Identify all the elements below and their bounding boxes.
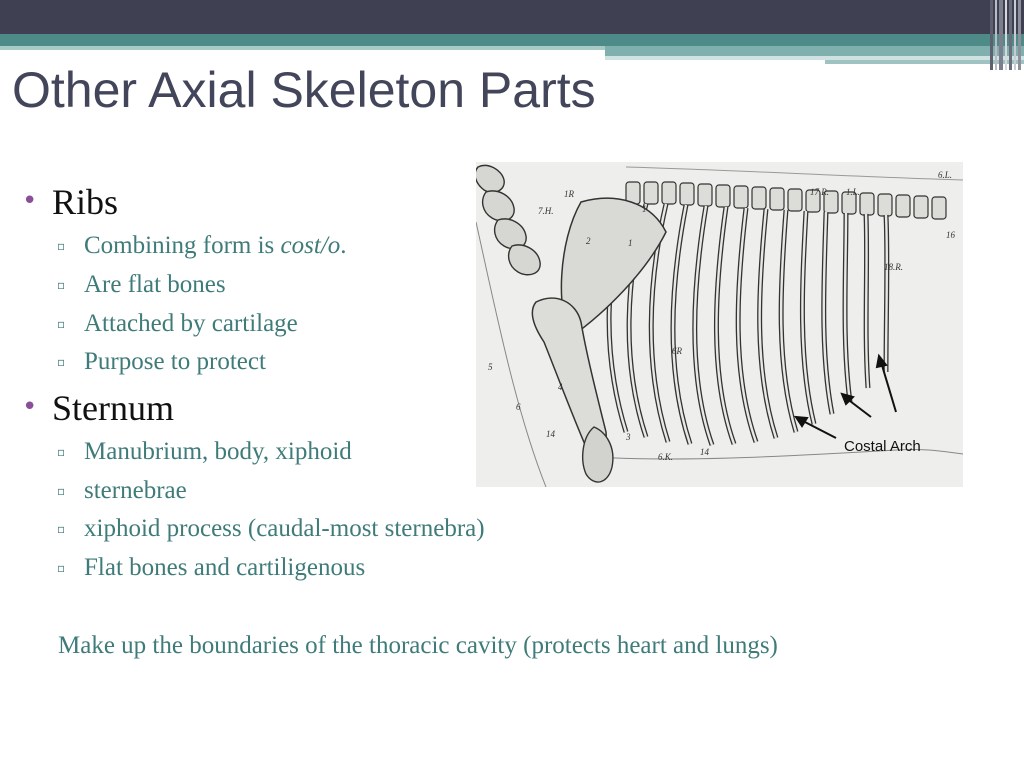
sub-bullet-text: Purpose to protect — [84, 348, 266, 375]
figure-label: 1.L. — [846, 187, 861, 197]
sub-bullet-text: sternebrae — [84, 477, 187, 504]
figure-label: 16 — [946, 230, 955, 240]
figure-label: 2 — [586, 236, 591, 246]
sub-bullet-text: Manubrium, body, xiphoid — [84, 438, 352, 465]
sub-bullet — [57, 438, 352, 465]
figure-label: 6R — [672, 346, 682, 356]
rib-cage-illustration — [476, 162, 963, 487]
sub-bullet-text-end: . — [340, 232, 347, 259]
sub-bullet-text: Flat bones and cartiligenous — [84, 554, 366, 581]
corner-stripes — [990, 0, 1024, 70]
sub-bullet-marker: ▫ — [57, 355, 66, 369]
bullet-ribs — [22, 182, 119, 222]
figure-label: 1 — [628, 238, 633, 248]
sub-bullet-marker: ▫ — [57, 561, 66, 575]
sub-bullet — [57, 348, 266, 375]
figure-label: 3 — [626, 432, 631, 442]
sub-bullet-marker: ▫ — [57, 278, 66, 292]
figure-label: 6.L. — [938, 170, 953, 180]
sub-bullet-marker: ▫ — [57, 522, 66, 536]
sub-bullet — [57, 477, 187, 504]
sub-bullet-text: xiphoid process (caudal-most sternebra) — [84, 515, 485, 542]
figure-label: 18.R. — [884, 262, 903, 272]
bullet-label: Sternum — [52, 388, 174, 428]
figure-label: 6.K. — [658, 452, 674, 462]
figure-label: 5 — [488, 362, 493, 372]
bullet-sternum — [22, 388, 174, 428]
slide-title: Other Axial Skeleton Parts — [12, 62, 596, 118]
bullet-dot: • — [22, 392, 38, 422]
top-decorative-bar — [0, 0, 1024, 34]
accent-band-light — [0, 46, 605, 50]
sub-bullet-marker: ▫ — [57, 484, 66, 498]
sub-bullet — [57, 515, 485, 542]
sub-bullet-text: Are flat bones — [84, 271, 226, 298]
thoracic-cavity-note: Make up the boundaries of the thoracic cavity (protects heart and lungs) — [58, 632, 778, 659]
sub-bullet-text: Combining form is — [84, 232, 281, 259]
sub-bullet — [57, 232, 347, 259]
sub-bullet — [57, 310, 298, 337]
sub-bullet-marker: ▫ — [57, 445, 66, 459]
accent-band-right — [605, 46, 1024, 56]
figure-label: 1R — [564, 189, 574, 199]
sub-bullet-marker: ▫ — [57, 239, 66, 253]
figure-label: 17.R. — [810, 187, 829, 197]
combining-form-term: cost/o — [280, 232, 341, 259]
accent-band — [0, 34, 1024, 46]
figure-label: 4 — [558, 382, 563, 392]
sub-bullet — [57, 554, 366, 581]
figure-label: 7.H. — [538, 206, 554, 216]
figure-label: 14 — [546, 429, 555, 439]
sub-bullet — [57, 271, 226, 298]
sub-bullet-text: Attached by cartilage — [84, 310, 298, 337]
figure-label: 1 — [642, 204, 647, 214]
figure-label: 6 — [516, 402, 521, 412]
figure-label: 14 — [700, 447, 709, 457]
sub-bullet-marker: ▫ — [57, 317, 66, 331]
bullet-label: Ribs — [52, 182, 119, 222]
bullet-dot: • — [22, 186, 38, 216]
skeleton-drawing — [476, 162, 963, 487]
costal-arch-label: Costal Arch — [844, 438, 921, 455]
